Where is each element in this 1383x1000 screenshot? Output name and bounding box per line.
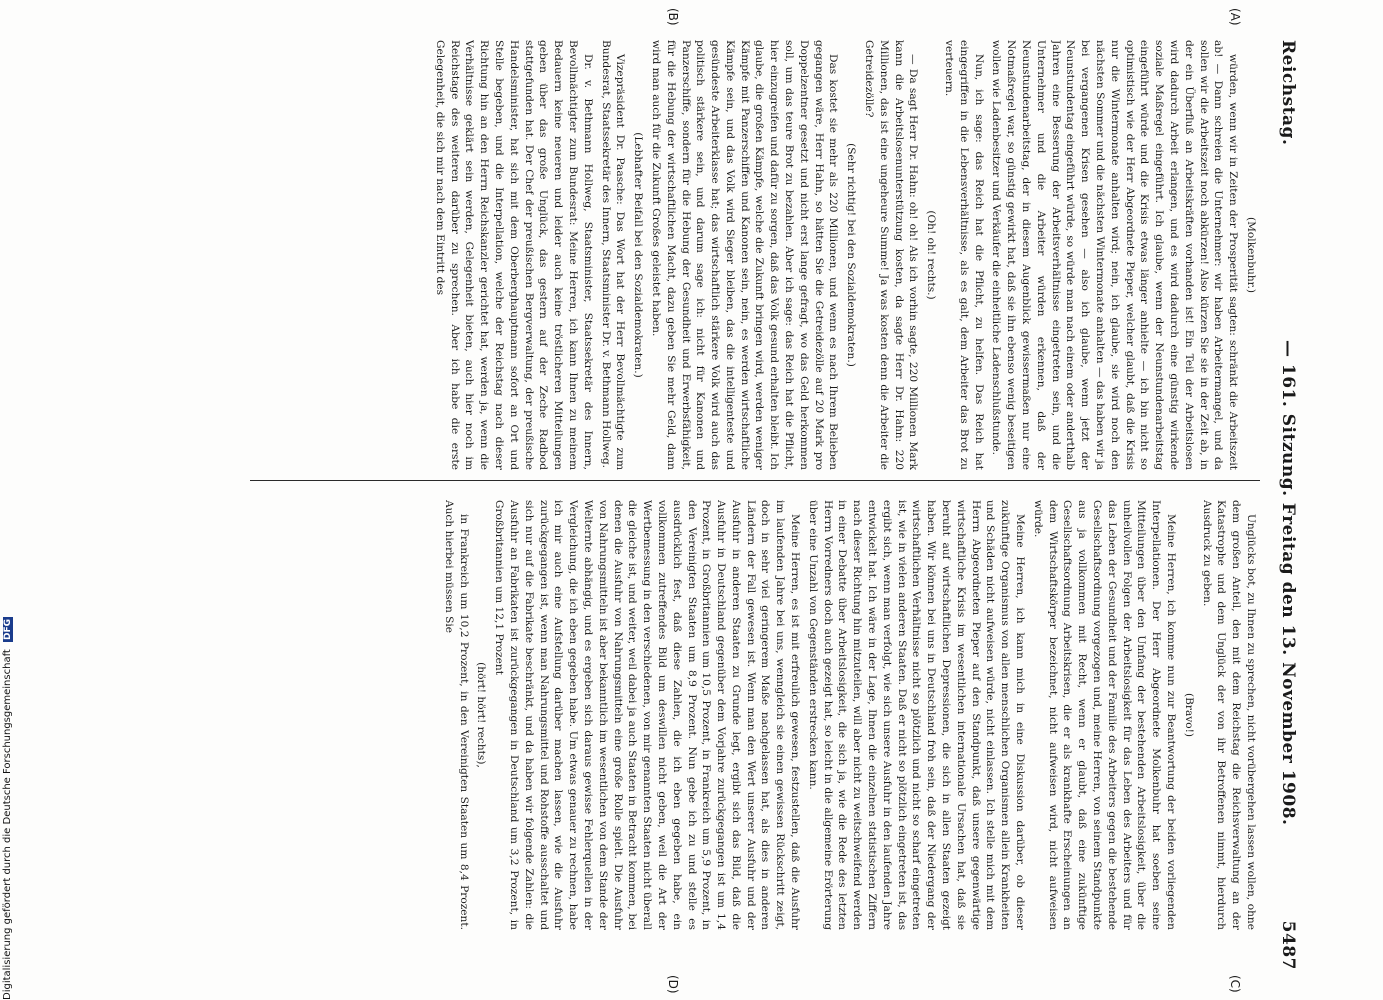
paragraph: Meine Herren, es ist mit erfreulich gewesen, festzustellen, daß die Ausfuhr im laufenden Jahre bei uns, wenngleich sie einen gewissen Rückschritt zeigt, doch in sehr viel geringerem Maße nachgelassen hat, als dies in anderen Ländern der Fall gewesen ist. Wenn man den Wert unserer Ausfuhr und der Ausfuhr in anderen Staaten zu Grunde legt, ergibt sich das Bild, daß die Ausfuhr in Deutschland gegenüber dem Vorjahre zurückgegangen ist um 1,4 Prozent, in Großbritannien um 10,5 Prozent, in Frankreich um 5,9 Prozent, in den Vereinigten Staaten um 8,9 Prozent. Nun gebe ich zu und stelle es ausdrücklich fest, daß diese Zahlen, die ich eben gegeben habe, ein vollkommen zutreffendes Bild um deswillen nicht geben, weil die Art der Wertbemessung in den verschiedenen, von mir genannten Staaten nicht überall die gleiche ist, und weiter, weil dabei ja auch Staaten in Betracht kommen, bei denen die Ausfuhr von Nahrungsmitteln eine große Rolle spielt. Die Ausfuhr von Nahrungsmitteln ist aber bekanntlich im wesentlichen von dem Stande der Welternte abhängig, und es ergeben sich daraus gewisse Fehlerquellen in der Vergleichung, die ich eben gegeben habe. Um etwas genauer zu rechnen, habe ich mir auch eine Aufstellung darüber machen lassen, wie die Ausfuhr zurückgegangen ist, wenn man Nahrungsmittel und Rohstoffe ausschaltet und sich nur auf die Fabrikate beschränkt, und da haben wir folgende Zahlen: die Ausfuhr an Fabrikaten ist zurückgegangen in Deutschland um 3,2 Prozent, in Großbritannien um 12,1 Prozent — [493, 500, 802, 930]
paragraph: Nun, ich sage: das Reich hat die Pflicht, zu helfen. Das Reich hat eingegriffen in die Lebensverhältnisse, als es galt, dem Arbeiter das Brot zu verteuern. — [943, 40, 985, 470]
margin-mark-a: (A) — [1228, 8, 1242, 26]
paragraph: — Da sagt Herr Dr. Hahn: oh! oh! Als ich vorhin sagte, 220 Millionen Mark kann die Arbeitslosenunterstützung kosten, da sagte Herr Dr. Hahn: 220 Millionen, das ist eine ungeheure Summe! Ja was kosten denn die Arbeiter die Getreidezölle? — [863, 40, 920, 470]
margin-mark-d: (D) — [666, 975, 680, 994]
paragraph: Dr. v. Bethmann Hollweg, Staatsminister, Staatssekretär des Innern, Bevollmächtigter zum Bundesrat: Meine Herren, ich kann Ihnen zu meinem Bedauern keine neueren und leider auch keine tröstlicheren Mitteilungen geben über das große Unglück, das gestern auf der Zeche Radbod stattgefunden hat. Der Chef der preußischen Bergverwaltung, der preußische Handelsminister, hat sich mit dem Oberberghauptmann sofort an Ort und Stelle begeben, und die Interpellation, welche der Reichstag nach dieser Richtung hin an den Herrn Reichskanzler gerichtet hat, werden ja, wenn die Verhältnisse geklärt sein werden, Gelegenheit bieten, auch hier noch im Reichstage des weiteren darüber zu sprechen. Aber ich habe die erste Gelegenheit, die sich mir nach dem Eintritt des — [433, 40, 594, 470]
interjection: (Sehr richtig! bei den Sozialdemokraten.) — [845, 143, 858, 367]
credit-text: Digitalisierung gefördert durch die Deutsche Forschungsgemeinschaft — [2, 649, 13, 1000]
paragraph: Vizepräsident Dr. Paasche: Das Wort hat der Herr Bevollmächtigte zum Bundesrat, Staatssekretär des Innern, Staatsminister Dr. v. Bethmann Hollweg. — [599, 40, 627, 470]
paragraph: Meine Herren, ich komme nun zur Beantwortung der beiden vorliegenden Interpellationen. Der Herr Abgeordnete Molkenbuhr hat soeben seine Mitteilungen über den Umfang der bestehenden Arbeitslosigkeit, über die unheilvollen Folgen der Arbeitslosigkeit für das Leben des Arbeiters und für das Leben der Gesundheit und der Familie des Arbeiters gegen die bestehende Gesellschaftsordnung vorgezogen und, meine Herren, von seinem Standpunkte aus ja vollkommen mit Recht, wenn er glaubt, daß eine zukünftige Gesellschaftsordnung Arbeitskrisen, die er als krankhafte Erscheinungen an dem Wirtschaftskörper bezeichnet, nicht aufweisen wird, nicht aufweisen würde. — [1031, 500, 1178, 930]
header-title: Reichstag. — [1278, 40, 1298, 146]
right-column — [258, 500, 1258, 930]
margin-mark-c: (C) — [1228, 975, 1242, 993]
paragraph: würden, wenn wir in Zeiten der Prosperität sagten: schränkt die Arbeitszeit ab! — Dann schreien die Unternehmer: wir haben Arbeitermangel, und da sollen wir die Arbeitszeit noch abkürzen! Also kürzen Sie sie in der Zeit ab, in der ein Überfluß an Arbeitskräften vorhanden ist! Ein Teil der Arbeitslosen wird dadurch Arbeit erlangen, und es wird dadurch eine günstig wirkende soziale Maßregel eingeführt. Ich glaube, wenn der Neunstundenarbeitstag eingeführt würde und die Krisis etwas länger anhielte — ich bin nicht so optimistisch wie der Herr Abgeordnete Pieper, welcher glaubt, daß die Krisis nur die Wintermonate anhalten wird; nein, ich glaube, sie wird noch den nächsten Sommer und die nächsten Wintermonate anhalten — das haben wir ja bei vergangenen Krisen gesehen — also ich glaube, wenn jetzt der Neunstundentag eingeführt würde, so würde man nach einem oder anderthalb Jahren eine Besserung der Arbeitsverhältnisse eingetreten sein, und die Unternehmer und die Arbeiter würden erkennen, daß der Neunstundenarbeitstag, der in diesem Augenblick gewissermaßen nur eine Notmaßregel war, so günstig gewirkt hat, daß sie ihn ebenso wenig beseitigen wollen wie Ladenbesitzer und Verkäufer die einheitliche Ladenschlußstunde. — [990, 40, 1240, 470]
rotated-document — [30, 0, 1320, 1000]
speaker-tag: (Molkenbuhr.) — [1245, 216, 1257, 294]
paragraph: in Frankreich um 10,2 Prozent, in den Vereinigten Staaten um 8,4 Prozent. Auch hierbei müssen Sie — [442, 500, 470, 930]
interjection: (Oh! oh! rechts.) — [925, 210, 938, 300]
paragraph: Meine Herren, ich kann mich in eine Diskussion darüber, ob dieser zukünftige Organismus von allen menschlichen Organismen allein Krankheiten und Schäden nicht aufweisen würde, nicht einlassen. Ich stelle mich mit dem Herrn Abgeordneten Pieper auf den Standpunkt, daß unsere gegenwärtige wirtschaftliche Krisis im wesentlichen internationale Ursachen hat, daß sie beruht auf wirtschaftlichen Depressionen, die sich in allen Staaten gezeigt haben. Wir können bei uns in Deutschland froh sein, daß der Niedergang der wirtschaftlichen Verhältnisse nicht so plötzlich und nicht so scharf eingetreten ist, wie in vielen anderen Staaten. Daß er nicht so plötzlich eingetreten ist, das ergibt sich, wenn man verfolgt, wie sich unsere Ausfuhr in den laufenden Jahre entwickelt hat. Ich wäre in der Lage, Ihnen die einzelnen statistischen Ziffern nach dieser Richtung hin mitzuteilen, will aber nicht zu weitschweifend werden in einer Debatte über Arbeitslosigkeit, die sich ja, wie die Rede des letzten Herrn Vorredners doch auch gezeigt hat, so leicht in die allgemeine Erörterung über eine Unzahl von Gegenständen erstrecken kann. — [806, 500, 1027, 930]
interjection: (hört! hört! rechts), — [475, 662, 488, 768]
left-column — [258, 40, 1258, 470]
digitization-credit — [2, 0, 16, 1000]
paragraph: Unglücks bot, zu Ihnen zu sprechen, nicht vorübergehen lassen wollen, ohne dem großen Anteil, den mit dem Reichstag die Reichsverwaltung an der Katastrophe und dem Unglück der von ihr Betroffenen nimmt, hierdurch Ausdruck zu geben. — [1200, 500, 1257, 930]
interjection: (Bravo!) — [1182, 692, 1195, 738]
paragraph: Das kostet sie mehr als 220 Millionen, und wenn es nach Ihrem Belieben gegangen wäre, Herr Hahn, so hätten Sie die Getreidezölle auf 20 Mark pro Doppelzentner gesetzt und nicht erst lange gefragt, wo das Geld herkommen soll, um das teure Brot zu bezahlen. Aber ich sage: das Reich hat die Pflicht, hier einzugreifen und dafür zu sorgen, daß das Volk gesund erhalten bleibt. Ich glaube, die großen Kämpfe, welche die Zukunft bringen wird, werden weniger Kämpfe mit Panzerschiffen und Kanonen sein, nein, es werden wirtschaftliche Kämpfe sein, und das Volk wird Sieger bleiben, das die intelligenteste und gesündeste Arbeiterklasse hat; das wirtschaftlich stärkere Volk wird auch das politisch stärkere sein, und darum sage ich: nicht für Kanonen und Panzerschiffe, sondern für die Hebung der Gesundheit und Erwerbsfähigkeit, für die Hebung der wirtschaftlichen Macht, dazu geben Sie mehr Geld, dann wird man auch für die Zukunft Großes geleistet haben. — [649, 40, 840, 470]
header-session: — 161. Sitzung. Freitag den 13. November 1908. — [1278, 340, 1298, 826]
margin-mark-b: (B) — [666, 8, 680, 26]
page-number: 5487 — [1278, 920, 1298, 970]
page-header — [1266, 40, 1306, 970]
dfg-logo: DFG — [3, 618, 13, 640]
column-divider — [250, 480, 1260, 481]
interjection: (Lebhafter Beifall bei den Sozialdemokraten.) — [632, 132, 645, 378]
